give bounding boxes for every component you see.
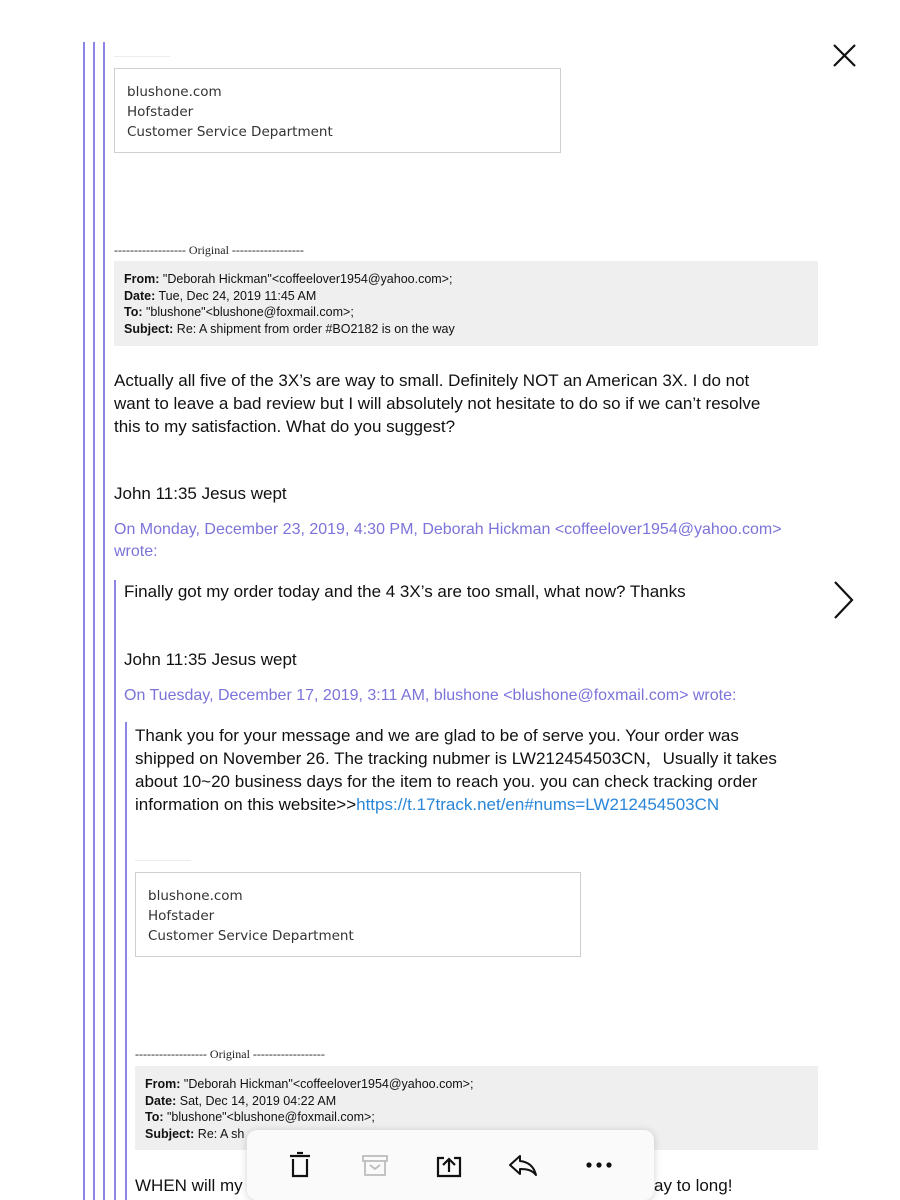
share-button[interactable] bbox=[432, 1148, 466, 1182]
message-body: WHEN will my bbox=[135, 1176, 243, 1195]
next-button[interactable] bbox=[828, 578, 860, 622]
more-button[interactable] bbox=[582, 1148, 616, 1182]
signature-box bbox=[135, 872, 581, 957]
reply-icon bbox=[506, 1148, 540, 1182]
message-line: shipped on November 26. The tracking nubmer is LW212454503CN，Usually it takes bbox=[135, 749, 777, 768]
quote-bar-2 bbox=[93, 42, 95, 1200]
quote-bar-1 bbox=[83, 42, 85, 1200]
signature-rule bbox=[135, 860, 191, 861]
message-body bbox=[114, 369, 834, 438]
attribution-line: On Monday, December 23, 2019, 4:30 PM, Deborah Hickman <coffeelover1954@yahoo.com> bbox=[114, 521, 782, 538]
header-to: To: "blushone"<blushone@foxmail.com>; bbox=[124, 305, 354, 319]
signature-line-1: blushone.com bbox=[148, 888, 243, 904]
quote-bar-3 bbox=[103, 42, 105, 1200]
message-line: Actually all five of the 3X’s are way to small. Definitely NOT an American 3X. I do not bbox=[114, 371, 750, 390]
archive-button[interactable] bbox=[358, 1148, 392, 1182]
header-date: Date: Tue, Dec 24, 2019 11:45 AM bbox=[124, 288, 317, 303]
share-icon bbox=[432, 1148, 466, 1182]
archive-icon bbox=[358, 1148, 392, 1182]
message-signoff: John 11:35 Jesus wept bbox=[114, 484, 287, 503]
chevron-right-icon bbox=[828, 578, 860, 622]
message-body: Finally got my order today and the 4 3X’s are too small, what now? Thanks bbox=[124, 582, 686, 601]
header-date: Date: Sat, Dec 14, 2019 04:22 AM bbox=[145, 1093, 337, 1108]
header-from: From: "Deborah Hickman"<coffeelover1954@yahoo.com>; bbox=[145, 1077, 474, 1091]
original-separator: ------------------ Original ------------------ bbox=[135, 1047, 325, 1061]
close-button[interactable] bbox=[828, 40, 860, 72]
delete-button[interactable] bbox=[283, 1148, 317, 1182]
message-body: ay to long! bbox=[654, 1176, 733, 1195]
quote-attribution: On Tuesday, December 17, 2019, 3:11 AM, blushone <blushone@foxmail.com> wrote: bbox=[124, 687, 737, 704]
header-subject: Subject: Re: A sh bbox=[145, 1126, 245, 1141]
quote-attribution bbox=[114, 519, 834, 563]
attribution-line: wrote: bbox=[114, 543, 158, 560]
message-line: Thank you for your message and we are glad to be of serve you. Your order was bbox=[135, 726, 739, 745]
quote-bar-4 bbox=[114, 580, 116, 1200]
message-line: want to leave a bad review but I will absolutely not hesitate to do so if we can’t resolve bbox=[114, 394, 761, 413]
close-icon bbox=[828, 40, 860, 72]
action-toolbar bbox=[247, 1130, 654, 1200]
original-separator: ------------------ Original ------------------ bbox=[114, 243, 304, 257]
signature-line-2: Hofstader bbox=[127, 104, 194, 120]
header-to: To: "blushone"<blushone@foxmail.com>; bbox=[145, 1110, 375, 1124]
trash-icon bbox=[283, 1148, 317, 1182]
reply-button[interactable] bbox=[506, 1148, 540, 1182]
tracking-link[interactable]: https://t.17track.net/en#nums=LW212454503CN bbox=[356, 795, 720, 814]
header-subject: Subject: Re: A shipment from order #BO2182 is on the way bbox=[124, 321, 455, 336]
message-signoff: John 11:35 Jesus wept bbox=[124, 650, 297, 669]
quote-bar-5 bbox=[125, 722, 127, 1200]
message-body bbox=[135, 724, 835, 816]
signature-rule bbox=[114, 56, 170, 57]
email-header bbox=[114, 261, 818, 346]
signature-line-2: Hofstader bbox=[148, 908, 215, 924]
more-icon bbox=[582, 1148, 616, 1182]
message-line: about 10~20 business days for the item to reach you. you can check tracking order bbox=[135, 772, 758, 791]
signature-line-1: blushone.com bbox=[127, 84, 222, 100]
signature-line-3: Customer Service Department bbox=[127, 124, 333, 140]
header-from: From: "Deborah Hickman"<coffeelover1954@yahoo.com>; bbox=[124, 272, 453, 286]
signature-box bbox=[114, 68, 561, 153]
message-line: information on this website>>https://t.17track.net/en#nums=LW212454503CN bbox=[135, 795, 720, 814]
message-line: this to my satisfaction. What do you suggest? bbox=[114, 417, 456, 436]
signature-line-3: Customer Service Department bbox=[148, 928, 354, 944]
